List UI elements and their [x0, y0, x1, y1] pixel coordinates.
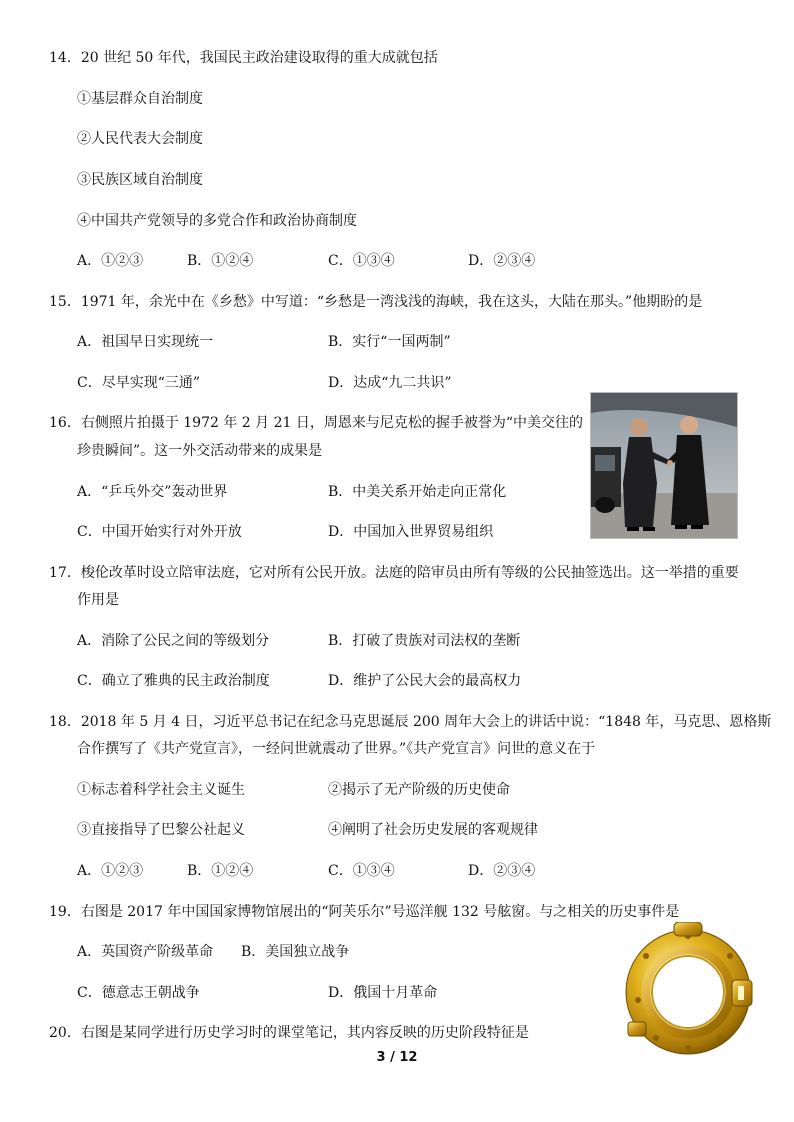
- question-16-stem-line-2: 珍贵瞬间”。这一外交活动带来的成果是: [77, 443, 323, 459]
- question-17-stem-line-2: 作用是: [77, 592, 119, 608]
- page-number: 3 / 12: [376, 1050, 418, 1065]
- question-14-item-2: ②人民代表大会制度: [77, 131, 203, 147]
- question-18-option-c: C．①③④: [328, 863, 395, 879]
- question-15-option-c: C．尽早实现“三通”: [77, 375, 201, 391]
- question-18-item-4: ④阐明了社会历史发展的客观规律: [328, 822, 538, 838]
- question-14-option-d: D．②③④: [468, 253, 536, 269]
- question-17-option-b: B．打破了贵族对司法权的垄断: [328, 633, 521, 649]
- question-18-item-3: ③直接指导了巴黎公社起义: [77, 822, 245, 838]
- question-16-option-b: B．中美关系开始走向正常化: [328, 484, 507, 500]
- question-17-option-d: D．维护了公民大会的最高权力: [328, 673, 522, 689]
- question-14-item-1: ①基层群众自治制度: [77, 91, 203, 107]
- question-15-option-d: D．达成“九二共识”: [328, 375, 452, 391]
- question-16-option-a: A．“乒乓外交”轰动世界: [77, 484, 228, 500]
- question-18-item-2: ②揭示了无产阶级的历史使命: [328, 782, 510, 798]
- question-17-option-c: C．确立了雅典的民主政治制度: [77, 673, 270, 689]
- question-17-stem-line-1: 17．梭伦改革时设立陪审法庭，它对所有公民开放。法庭的陪审员由所有等级的公民抽签选出。这一举措的重要: [49, 565, 739, 581]
- question-16-option-d: D．中国加入世界贸易组织: [328, 524, 494, 540]
- question-19-option-a: A．英国资产阶级革命: [77, 944, 214, 960]
- question-18-option-d: D．②③④: [468, 863, 536, 879]
- question-19-option-b: B．美国独立战争: [241, 944, 350, 960]
- question-20-stem: 20．右图是某同学进行历史学习时的课堂笔记，其内容反映的历史阶段特征是: [49, 1025, 529, 1041]
- question-14-option-a: A．①②③: [77, 253, 144, 269]
- question-14-item-4: ④中国共产党领导的多党合作和政治协商制度: [77, 213, 357, 229]
- question-17-option-a: A．消除了公民之间的等级划分: [77, 633, 270, 649]
- question-14-option-b: B．①②④: [187, 253, 254, 269]
- question-14-item-3: ③民族区域自治制度: [77, 172, 203, 188]
- question-19-stem: 19．右图是 2017 年中国国家博物馆展出的“阿芙乐尔”号巡洋舰 132 号舷窗。与之相关的历史事件是: [49, 904, 680, 920]
- question-19-option-d: D．俄国十月革命: [328, 985, 438, 1001]
- question-19-option-c: C．德意志王朝战争: [77, 985, 200, 1001]
- question-15-option-b: B．实行“一国两制”: [328, 334, 451, 350]
- porthole-image: [622, 922, 758, 1058]
- question-16-option-c: C．中国开始实行对外开放: [77, 524, 242, 540]
- porthole-illustration: [622, 922, 758, 1058]
- question-15-stem: 15．1971 年，余光中在《乡愁》中写道：“乡愁是一湾浅浅的海峡，我在这头，大陆在那头。”他期盼的是: [49, 294, 703, 310]
- question-18-stem-line-2: 合作撰写了《共产党宣言》，一经问世就震动了世界。”《共产党宣言》问世的意义在于: [77, 741, 596, 757]
- handshake-illustration: [591, 393, 737, 538]
- handshake-photo: [590, 392, 738, 539]
- question-18-option-a: A．①②③: [77, 863, 144, 879]
- question-16-stem-line-1: 16．右侧照片拍摄于 1972 年 2 月 21 日，周恩来与尼克松的握手被誉为“中美交往的: [49, 415, 584, 431]
- question-15-option-a: A．祖国早日实现统一: [77, 334, 214, 350]
- question-14-option-c: C．①③④: [328, 253, 395, 269]
- question-18-stem-line-1: 18．2018 年 5 月 4 日，习近平总书记在纪念马克思诞辰 200 周年大会上的讲话中说：“1848 年，马克思、恩格斯: [49, 714, 772, 730]
- question-18-option-b: B．①②④: [187, 863, 254, 879]
- question-14-stem: 14．20 世纪 50 年代，我国民主政治建设取得的重大成就包括: [49, 50, 438, 66]
- question-18-item-1: ①标志着科学社会主义诞生: [77, 782, 245, 798]
